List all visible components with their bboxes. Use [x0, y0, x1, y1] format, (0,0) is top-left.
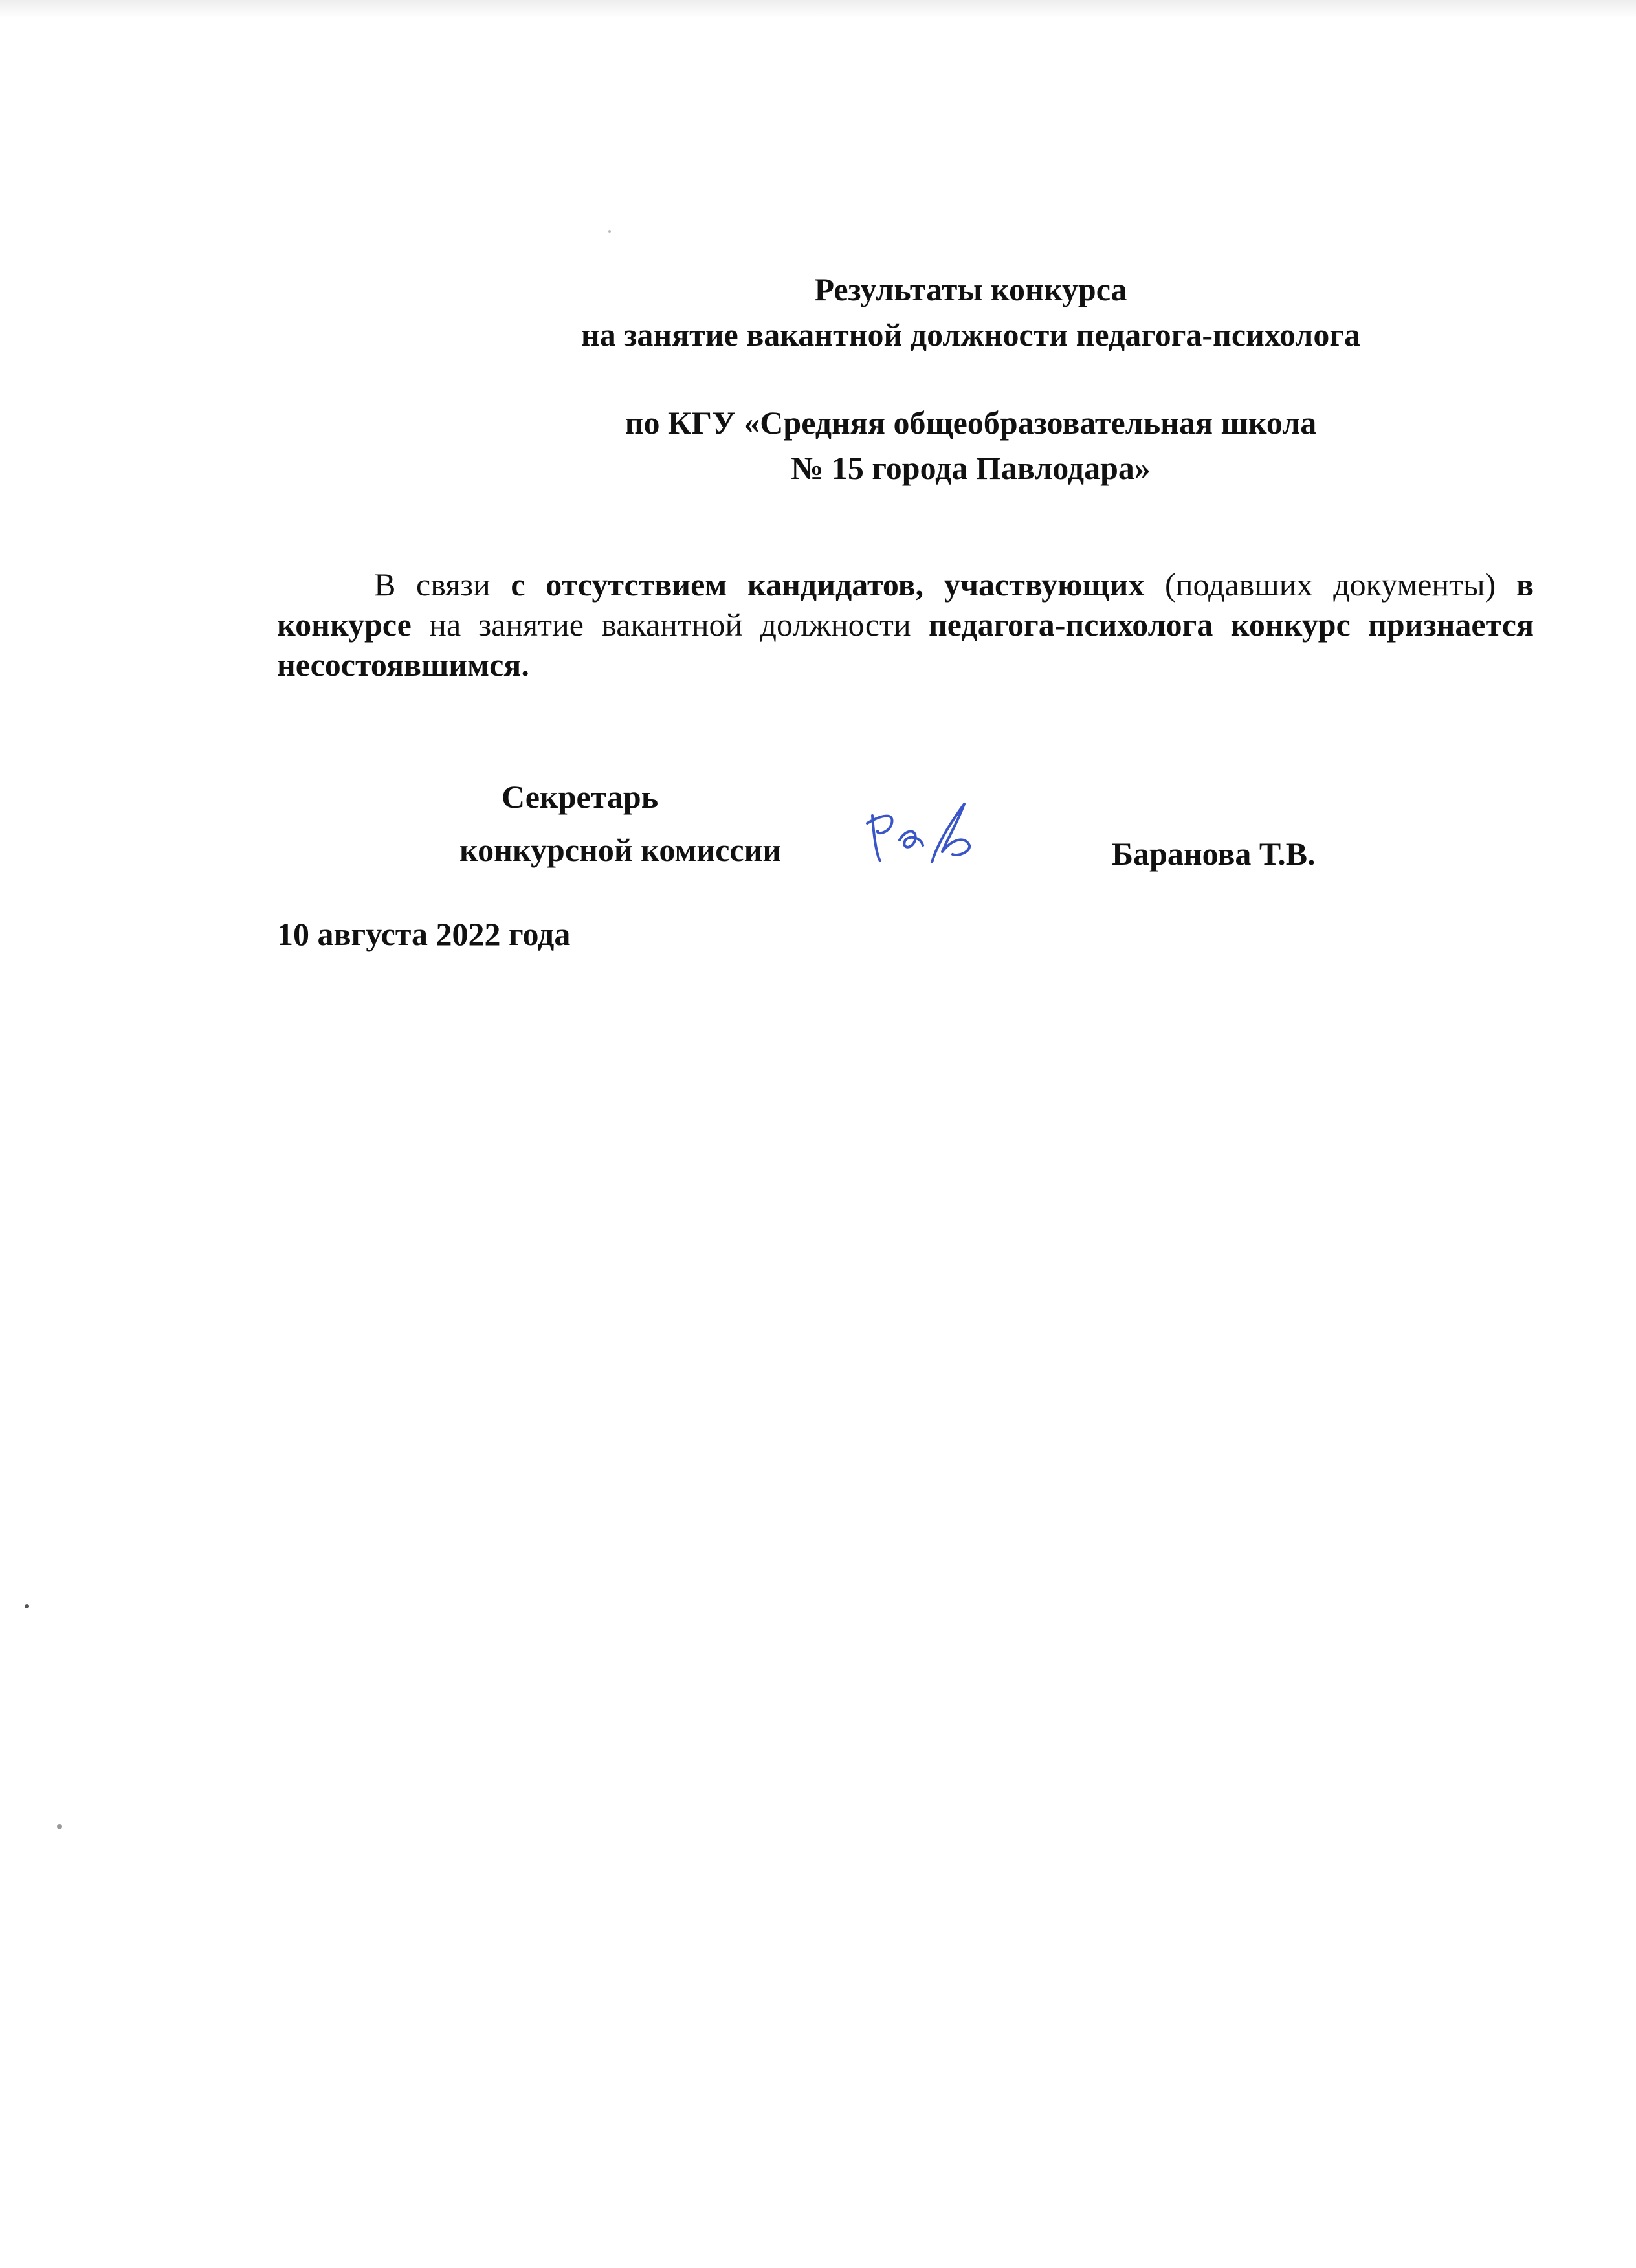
- organization-name: [440, 400, 1501, 491]
- title-line-1: Результаты конкурса: [814, 271, 1127, 307]
- body-text-5: на занятие вакантной должности: [411, 606, 929, 643]
- scan-speck: [25, 1604, 29, 1608]
- organization-line-1: по КГУ «Средняя общеобразовательная школа: [625, 405, 1317, 441]
- document-date: 10 августа 2022 года: [277, 916, 571, 952]
- scan-speck: [57, 1824, 62, 1829]
- scan-edge: [0, 0, 1636, 18]
- body-text-1: В связи: [374, 566, 511, 603]
- signatory-name: Баранова Т.В.: [1112, 836, 1316, 872]
- signature-stroke: [867, 804, 969, 862]
- body-text-2: с отсутствием кандидатов, участвующих: [511, 566, 1145, 603]
- body-text-4: в конкурсе: [277, 566, 1534, 643]
- organization-line-2: № 15 города Павлодара»: [791, 450, 1151, 486]
- scan-speck: [608, 230, 611, 233]
- title-line-2: на занятие вакантной должности педагога-психолога: [580, 317, 1361, 353]
- document-title: [440, 267, 1501, 357]
- handwritten-signature: [861, 790, 990, 893]
- body-text-3: (подавших документы): [1144, 566, 1516, 603]
- body-text-6: педагога-психолога конкурс признается несостоявшимся.: [277, 606, 1534, 683]
- signatory-role-line-1: Секретарь: [502, 779, 659, 815]
- body-paragraph: [277, 564, 1534, 685]
- signatory-role-line-2: конкурсной комиссии: [459, 832, 782, 868]
